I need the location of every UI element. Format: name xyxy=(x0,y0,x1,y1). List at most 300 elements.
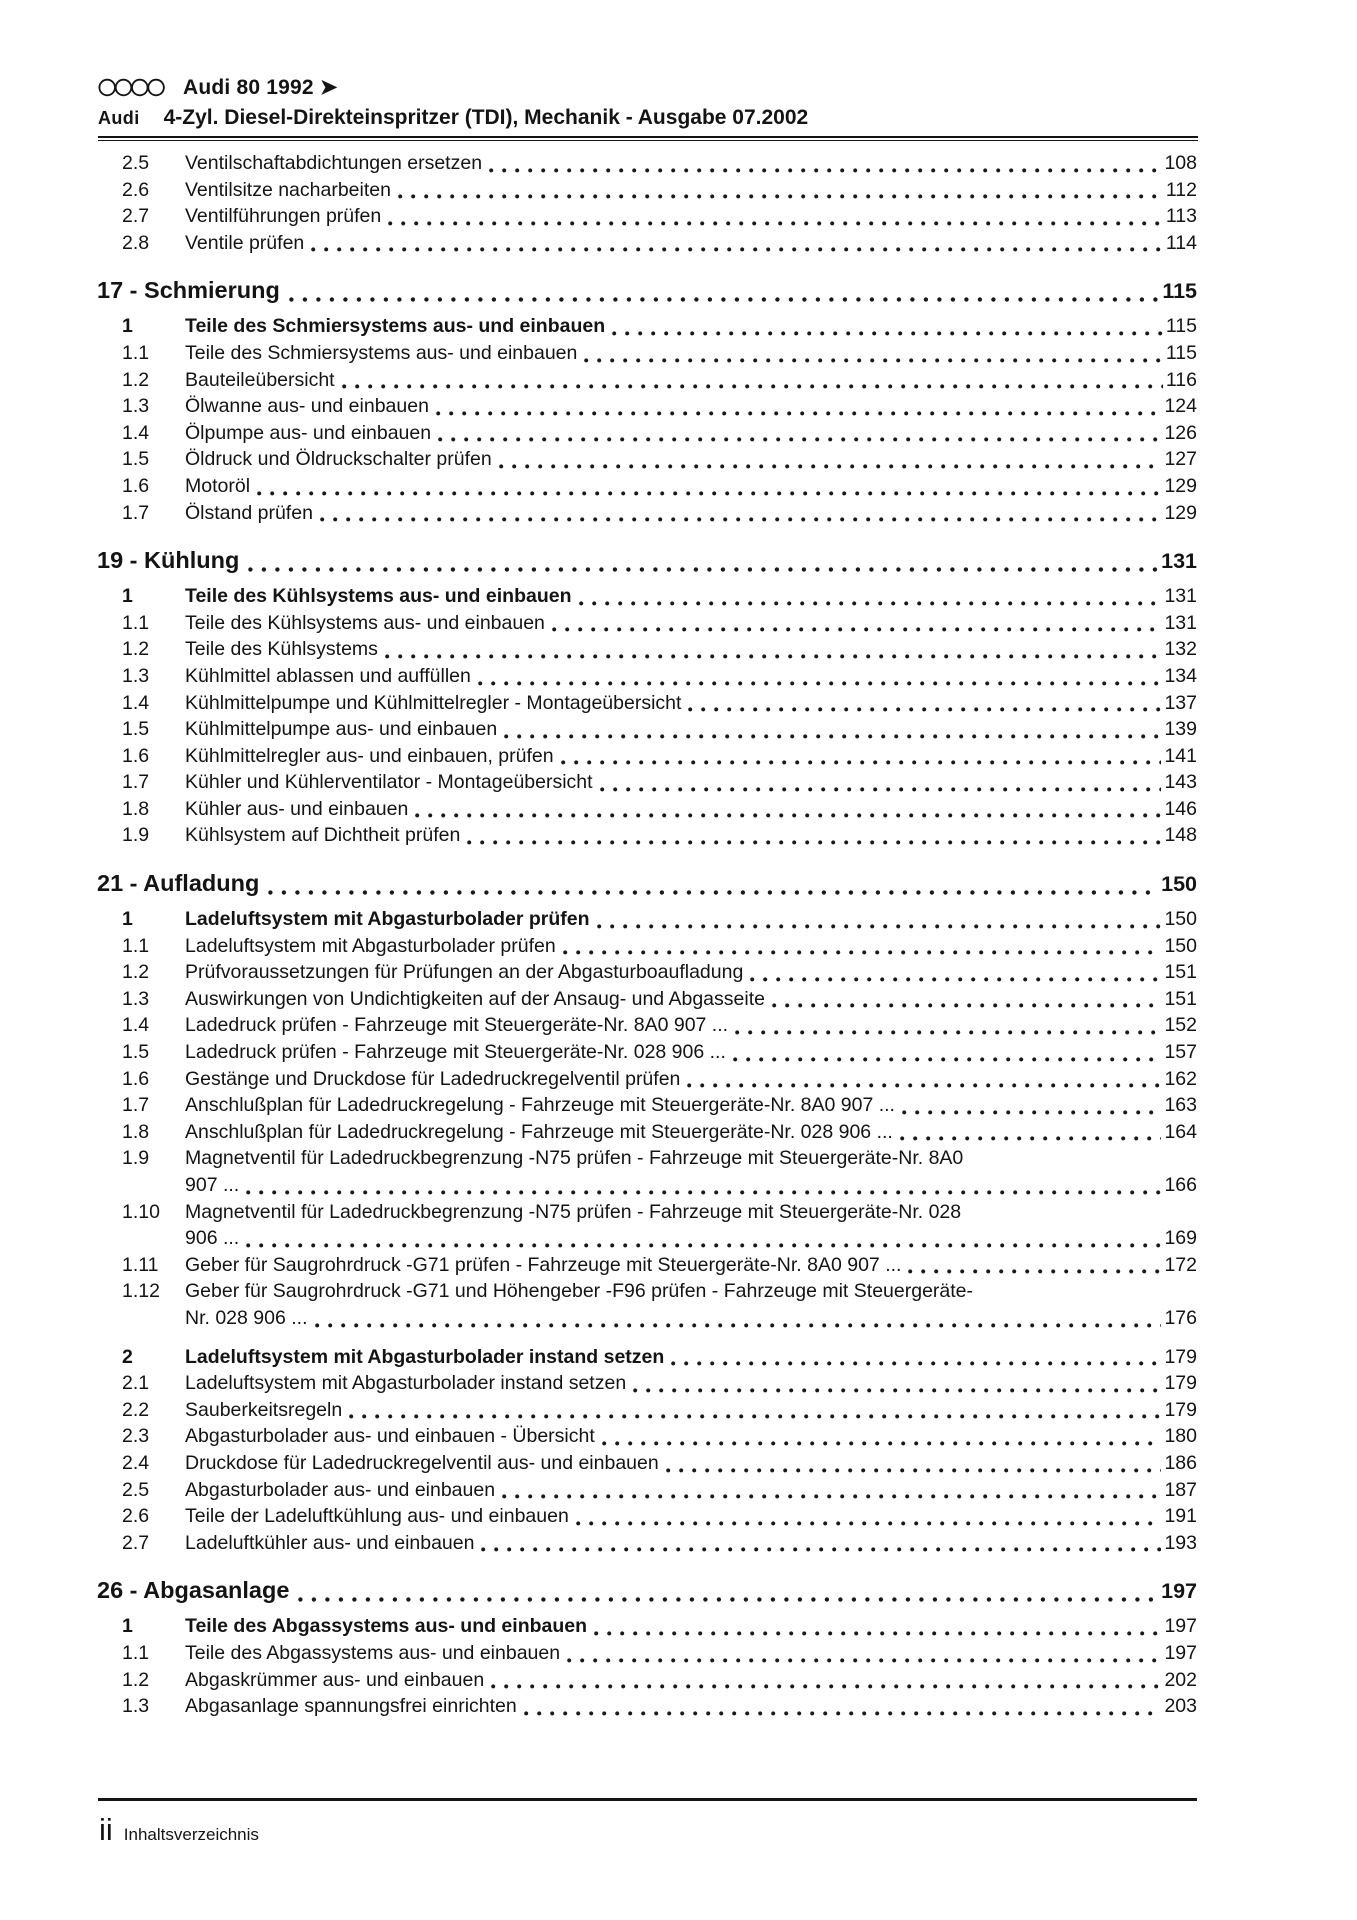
dot-leader xyxy=(320,517,1162,522)
toc-entry xyxy=(122,769,1197,796)
toc-entry xyxy=(122,473,1197,500)
toc-entry-line xyxy=(122,716,1197,743)
toc-entry-line xyxy=(122,1667,1197,1694)
entry-title: Ladedruck prüfen - Fahrzeuge mit Steuergeräte-Nr. 028 906 ... xyxy=(185,1041,726,1064)
section-heading-title: 17 - Schmierung xyxy=(97,277,280,304)
dot-leader xyxy=(666,1468,1162,1473)
toc-entry xyxy=(122,1199,1197,1252)
entry-number: 1.12 xyxy=(122,1280,160,1303)
entry-page-number: 187 xyxy=(1164,1478,1197,1501)
dot-leader xyxy=(388,221,1163,226)
toc-entry xyxy=(122,1344,1197,1371)
toc-entry-line xyxy=(122,1693,1197,1720)
dot-leader xyxy=(398,194,1163,199)
entry-title: Öldruck und Öldruckschalter prüfen xyxy=(185,448,492,471)
toc-entry xyxy=(122,1370,1197,1397)
dot-leader xyxy=(602,1441,1162,1446)
entry-title: Kühlmittelpumpe und Kühlmittelregler - Montageübersicht xyxy=(185,691,682,714)
dot-leader xyxy=(298,1597,1158,1602)
header-model-text: Audi 80 1992 ➤ xyxy=(183,75,338,99)
entry-page-number: 134 xyxy=(1164,664,1197,687)
entry-number: 1.6 xyxy=(122,474,150,497)
dot-leader xyxy=(908,1269,1161,1274)
entry-number: 2.7 xyxy=(122,205,150,228)
entry-number: 1.2 xyxy=(122,368,150,391)
toc-entry-line xyxy=(122,150,1197,177)
toc-entry xyxy=(122,1012,1197,1039)
entry-page-number: 197 xyxy=(1164,1615,1197,1638)
dot-leader xyxy=(467,840,1161,845)
entry-title: Teile des Schmiersystems aus- und einbauen xyxy=(185,315,606,338)
toc-section-heading xyxy=(97,274,1197,307)
toc-entry-line xyxy=(122,1092,1197,1119)
entry-title: Ventilsitze nacharbeiten xyxy=(185,178,391,201)
section-heading-page-number: 115 xyxy=(1162,279,1197,304)
toc-section-heading xyxy=(97,1574,1197,1607)
entry-page-number: 132 xyxy=(1164,638,1197,661)
entry-title: Magnetventil für Ladedruckbegrenzung -N75 prüfen - Fahrzeuge mit Steuergeräte-Nr. 8A0 xyxy=(185,1147,964,1170)
entry-number: 1.5 xyxy=(122,718,150,741)
toc-entry-line xyxy=(122,1199,1197,1226)
toc-entry-line xyxy=(122,420,1197,447)
section-heading-title: 19 - Kühlung xyxy=(97,547,240,574)
toc-entry xyxy=(122,933,1197,960)
entry-title: Ventile prüfen xyxy=(185,231,305,254)
entry-number: 1.1 xyxy=(122,1641,150,1664)
dot-leader xyxy=(524,1711,1162,1716)
entry-title: Kühlsystem auf Dichtheit prüfen xyxy=(185,824,461,847)
entry-title: Ladeluftsystem mit Abgasturbolader instand setzen xyxy=(185,1372,627,1395)
toc-entry xyxy=(122,1640,1197,1667)
dot-leader xyxy=(597,924,1162,929)
entry-title: Kühler und Kühlerventilator - Montageübersicht xyxy=(185,771,593,794)
entry-title: Teile des Kühlsystems xyxy=(185,638,378,661)
entry-number: 1.3 xyxy=(122,987,150,1010)
entry-title: Prüfvoraussetzungen für Prüfungen an der Abgasturboaufladung xyxy=(185,961,744,984)
audi-wordmark: Audi xyxy=(98,108,140,128)
dot-leader xyxy=(438,437,1161,442)
toc-entry xyxy=(122,500,1197,527)
entry-title: Anschlußplan für Ladedruckregelung - Fahrzeuge mit Steuergeräte-Nr. 8A0 907 ... xyxy=(185,1094,895,1117)
entry-page-number: 150 xyxy=(1164,934,1197,957)
toc-entry-line xyxy=(122,1039,1197,1066)
toc-entry-line xyxy=(122,367,1197,394)
toc-entry xyxy=(122,636,1197,663)
entry-number: 2.5 xyxy=(122,1478,150,1501)
toc-entry xyxy=(122,1119,1197,1146)
entry-page-number: 197 xyxy=(1164,1641,1197,1664)
toc-entry-line xyxy=(122,1370,1197,1397)
entry-number: 1 xyxy=(122,315,133,338)
toc-entry xyxy=(122,340,1197,367)
toc-entry-line xyxy=(122,1640,1197,1667)
dot-leader xyxy=(579,601,1162,606)
dot-leader xyxy=(502,1494,1161,1499)
dot-leader xyxy=(499,464,1162,469)
entry-page-number: 131 xyxy=(1164,585,1197,608)
dot-leader xyxy=(315,1323,1162,1328)
entry-number: 1.1 xyxy=(122,611,150,634)
entry-page-number: 151 xyxy=(1164,987,1197,1010)
entry-number: 1.3 xyxy=(122,664,150,687)
entry-page-number: 116 xyxy=(1165,368,1197,391)
section-heading-page-number: 150 xyxy=(1161,872,1197,897)
dot-leader xyxy=(902,1110,1161,1115)
entry-number: 2.5 xyxy=(122,152,150,174)
toc-entry xyxy=(122,690,1197,717)
entry-title: Kühlmittelregler aus- und einbauen, prüfen xyxy=(185,744,554,767)
entry-number: 1.3 xyxy=(122,395,150,418)
dot-leader xyxy=(552,627,1162,632)
entry-number: 1.5 xyxy=(122,1041,150,1064)
entry-title: Teile des Abgassystems aus- und einbauen xyxy=(185,1615,588,1638)
dot-leader xyxy=(735,1030,1161,1035)
dot-leader xyxy=(248,567,1158,572)
toc-entry xyxy=(122,796,1197,823)
entry-title: Bauteileübersicht xyxy=(185,368,335,391)
entry-page-number: 124 xyxy=(1164,395,1197,418)
entry-number: 1.2 xyxy=(122,961,150,984)
entry-page-number: 137 xyxy=(1164,691,1197,714)
toc-entry xyxy=(122,1423,1197,1450)
toc-entry xyxy=(122,203,1197,230)
toc-entry xyxy=(122,583,1197,610)
entry-page-number: 148 xyxy=(1164,824,1197,847)
entry-number: 1.1 xyxy=(122,934,150,957)
entry-number: 1.7 xyxy=(122,501,150,524)
entry-title: Motoröl xyxy=(185,474,251,497)
entry-title: 907 ... xyxy=(185,1174,240,1196)
entry-number: 1.9 xyxy=(122,824,150,847)
toc-entry-line xyxy=(122,986,1197,1013)
toc-entry-line xyxy=(122,1530,1197,1557)
entry-page-number: 203 xyxy=(1164,1695,1197,1718)
entry-page-number: 143 xyxy=(1164,771,1197,794)
entry-title: Ventilführungen prüfen xyxy=(185,205,382,228)
entry-page-number: 115 xyxy=(1165,315,1197,338)
entry-number: 2.6 xyxy=(122,1505,150,1528)
toc-entry xyxy=(122,1145,1197,1198)
toc-section xyxy=(122,150,1197,256)
dot-leader xyxy=(688,707,1161,712)
dot-leader xyxy=(561,760,1162,765)
toc-entry-line xyxy=(122,1145,1197,1172)
toc-entry-line xyxy=(122,393,1197,420)
toc-entry-line xyxy=(122,583,1197,610)
entry-title: Kühlmittelpumpe aus- und einbauen xyxy=(185,718,498,741)
toc-entry xyxy=(122,177,1197,204)
dot-leader xyxy=(385,654,1162,659)
entry-title: Teile des Schmiersystems aus- und einbauen xyxy=(185,341,578,364)
toc-entry xyxy=(122,393,1197,420)
table-of-contents xyxy=(0,150,1357,1720)
entry-page-number: 186 xyxy=(1164,1451,1197,1474)
header-title-line xyxy=(98,106,1198,130)
toc-entry-line xyxy=(122,1119,1197,1146)
header-rule xyxy=(98,136,1198,141)
entry-number: 1.10 xyxy=(122,1200,160,1223)
toc-entry-line xyxy=(122,1225,1197,1252)
dot-leader xyxy=(436,411,1162,416)
entry-page-number: 179 xyxy=(1164,1372,1197,1395)
dot-leader xyxy=(733,1057,1162,1062)
entry-title: Druckdose für Ladedruckregelventil aus- und einbauen xyxy=(185,1451,659,1474)
toc-entry xyxy=(122,420,1197,447)
toc-entry-line xyxy=(122,906,1197,933)
dot-leader xyxy=(415,813,1161,818)
dot-leader xyxy=(612,331,1163,336)
entry-title: Geber für Saugrohrdruck -G71 und Höhengeber -F96 prüfen - Fahrzeuge mit Steuergeräte- xyxy=(185,1280,974,1303)
toc-entry-line xyxy=(122,1278,1197,1305)
toc-entry-line xyxy=(122,1423,1197,1450)
toc-entry-line xyxy=(122,473,1197,500)
dot-leader xyxy=(289,297,1159,302)
entry-page-number: 193 xyxy=(1164,1531,1197,1554)
section-heading-page-number: 131 xyxy=(1161,549,1197,574)
entry-title: Ladeluftsystem mit Abgasturbolader instand setzen xyxy=(185,1345,665,1368)
toc-entry-line xyxy=(122,959,1197,986)
toc-entry-line xyxy=(122,1344,1197,1371)
dot-leader xyxy=(504,734,1161,739)
entry-number: 1.6 xyxy=(122,744,150,767)
entry-page-number: 172 xyxy=(1164,1253,1197,1276)
dot-leader xyxy=(594,1631,1161,1636)
dot-leader xyxy=(489,168,1161,173)
dot-leader xyxy=(567,1658,1161,1663)
entry-page-number: 180 xyxy=(1164,1425,1197,1448)
toc-entry xyxy=(122,1693,1197,1720)
entry-title: Abgaskrümmer aus- und einbauen xyxy=(185,1668,485,1691)
toc-entry xyxy=(122,716,1197,743)
dot-leader xyxy=(311,247,1163,252)
entry-title: Teile des Kühlsystems aus- und einbauen xyxy=(185,585,572,608)
entry-number: 2.1 xyxy=(122,1372,150,1395)
entry-page-number: 151 xyxy=(1164,961,1197,984)
entry-title: Gestänge und Druckdose für Ladedruckregelventil prüfen xyxy=(185,1067,681,1090)
entry-number: 1.8 xyxy=(122,1120,150,1143)
toc-entry xyxy=(122,743,1197,770)
entry-page-number: 108 xyxy=(1164,152,1197,174)
entry-page-number: 152 xyxy=(1164,1014,1197,1037)
toc-entry xyxy=(122,1667,1197,1694)
toc-entry xyxy=(122,1039,1197,1066)
entry-title: Ladeluftkühler aus- und einbauen xyxy=(185,1531,475,1554)
toc-entry-line xyxy=(122,1012,1197,1039)
entry-title: Teile des Kühlsystems aus- und einbauen xyxy=(185,611,545,634)
dot-leader xyxy=(687,1083,1161,1088)
entry-number: 1.6 xyxy=(122,1067,150,1090)
toc-entry-line xyxy=(122,500,1197,527)
entry-page-number: 176 xyxy=(1164,1306,1197,1329)
toc-entry-line xyxy=(122,610,1197,637)
entry-number: 1.4 xyxy=(122,421,150,444)
toc-entry-line xyxy=(122,1450,1197,1477)
toc-entry xyxy=(122,1092,1197,1119)
dot-leader xyxy=(750,977,1161,982)
entry-number: 2 xyxy=(122,1345,133,1368)
toc-entry xyxy=(122,822,1197,849)
entry-number: 2.8 xyxy=(122,231,150,254)
entry-page-number: 191 xyxy=(1164,1505,1197,1528)
entry-title: Ventilschaftabdichtungen ersetzen xyxy=(185,152,483,174)
entry-number: 1.3 xyxy=(122,1695,150,1718)
entry-title: Teile des Abgassystems aus- und einbauen xyxy=(185,1641,561,1664)
entry-number: 1.4 xyxy=(122,1014,150,1037)
entry-page-number: 139 xyxy=(1164,718,1197,741)
entry-page-number: 112 xyxy=(1165,178,1197,201)
entry-title: Sauberkeitsregeln xyxy=(185,1398,343,1421)
toc-entry-line xyxy=(122,796,1197,823)
toc-section xyxy=(97,867,1197,1556)
entry-title: Ölwanne aus- und einbauen xyxy=(185,395,429,418)
entry-page-number: 162 xyxy=(1164,1067,1197,1090)
entry-number: 1.2 xyxy=(122,1668,150,1691)
toc-entry xyxy=(122,986,1197,1013)
dot-leader xyxy=(481,1547,1161,1552)
dot-leader xyxy=(342,384,1163,389)
entry-page-number: 141 xyxy=(1164,744,1197,767)
entry-title: Auswirkungen von Undichtigkeiten auf der Ansaug- und Abgasseite xyxy=(185,987,765,1010)
entry-page-number: 163 xyxy=(1164,1094,1197,1117)
footer-rule xyxy=(98,1798,1197,1801)
entry-number: 2.6 xyxy=(122,178,150,201)
toc-entry-line xyxy=(122,663,1197,690)
entry-page-number: 131 xyxy=(1164,611,1197,634)
toc-entry-line xyxy=(122,1477,1197,1504)
entry-page-number: 146 xyxy=(1164,797,1197,820)
toc-entry-line xyxy=(122,769,1197,796)
entry-title: 906 ... xyxy=(185,1227,240,1250)
toc-entry xyxy=(122,1477,1197,1504)
entry-page-number: 115 xyxy=(1165,341,1197,364)
entry-number: 2.2 xyxy=(122,1398,150,1421)
entry-page-number: 179 xyxy=(1164,1345,1197,1368)
toc-entry-line xyxy=(122,822,1197,849)
dot-leader xyxy=(246,1190,1161,1195)
toc-section xyxy=(97,544,1197,849)
toc-entry xyxy=(122,313,1197,340)
toc-entry-line xyxy=(122,446,1197,473)
entry-number: 2.4 xyxy=(122,1451,150,1474)
entry-number: 1 xyxy=(122,1615,133,1638)
dot-leader xyxy=(772,1003,1161,1008)
toc-entry xyxy=(122,1613,1197,1640)
entry-page-number: 114 xyxy=(1165,231,1197,254)
entry-number: 1.1 xyxy=(122,341,150,364)
toc-entry-line xyxy=(122,1172,1197,1199)
page-header xyxy=(98,74,1198,141)
toc-entry-line xyxy=(122,690,1197,717)
toc-entry xyxy=(122,959,1197,986)
dot-leader xyxy=(257,491,1161,496)
entry-number: 2.7 xyxy=(122,1531,150,1554)
toc-entry xyxy=(122,1530,1197,1557)
dot-leader xyxy=(478,681,1162,686)
audi-rings-logo xyxy=(98,76,166,99)
toc-entry-line xyxy=(122,636,1197,663)
toc-entry xyxy=(122,1066,1197,1093)
entry-number: 1.8 xyxy=(122,797,150,820)
toc-entry xyxy=(122,367,1197,394)
footer-page-number: ii xyxy=(99,1812,113,1847)
dot-leader xyxy=(584,358,1163,363)
entry-number: 1.2 xyxy=(122,638,150,661)
toc-entry-line xyxy=(122,933,1197,960)
entry-number: 1.7 xyxy=(122,771,150,794)
toc-section-heading xyxy=(97,867,1197,900)
entry-page-number: 157 xyxy=(1164,1041,1197,1064)
toc-entry xyxy=(122,446,1197,473)
entry-title: Magnetventil für Ladedruckbegrenzung -N75 prüfen - Fahrzeuge mit Steuergeräte-Nr. 028 xyxy=(185,1200,962,1223)
entry-number: 1.7 xyxy=(122,1094,150,1117)
entry-page-number: 126 xyxy=(1164,421,1197,444)
toc-entry-line xyxy=(122,1305,1197,1332)
toc-entry xyxy=(122,610,1197,637)
toc-entry-line xyxy=(122,1613,1197,1640)
dot-leader xyxy=(900,1136,1162,1141)
toc-entry-line xyxy=(122,1503,1197,1530)
toc-entry xyxy=(122,1278,1197,1331)
toc-entry xyxy=(122,906,1197,933)
entry-page-number: 129 xyxy=(1164,501,1197,524)
entry-number: 2.3 xyxy=(122,1425,150,1448)
toc-entry-line xyxy=(122,177,1197,204)
entry-page-number: 150 xyxy=(1164,908,1197,931)
entry-page-number: 127 xyxy=(1164,448,1197,471)
footer-label: Inhaltsverzeichnis xyxy=(123,1825,259,1844)
entry-number: 1.11 xyxy=(122,1253,159,1276)
toc-entry xyxy=(122,663,1197,690)
toc-entry xyxy=(122,1450,1197,1477)
header-model-line xyxy=(98,74,1198,100)
entry-page-number: 166 xyxy=(1164,1174,1197,1196)
toc-entry-line xyxy=(122,743,1197,770)
dot-leader xyxy=(246,1243,1161,1248)
toc-section-heading xyxy=(97,544,1197,577)
entry-title: Kühler aus- und einbauen xyxy=(185,797,409,820)
dot-leader xyxy=(633,1388,1161,1393)
entry-title: Ladedruck prüfen - Fahrzeuge mit Steuergeräte-Nr. 8A0 907 ... xyxy=(185,1014,729,1037)
dot-leader xyxy=(600,787,1162,792)
toc-entry-line xyxy=(122,1066,1197,1093)
entry-number: 1 xyxy=(122,908,133,931)
entry-page-number: 202 xyxy=(1164,1668,1197,1691)
dot-leader xyxy=(268,890,1158,895)
toc-entry-line xyxy=(122,1397,1197,1424)
entry-title: Ölpumpe aus- und einbauen xyxy=(185,421,432,444)
toc-entry xyxy=(122,1397,1197,1424)
section-heading-title: 21 - Aufladung xyxy=(97,870,260,897)
dot-leader xyxy=(349,1414,1161,1419)
footer-text xyxy=(99,1812,259,1848)
dot-leader xyxy=(576,1521,1162,1526)
entry-page-number: 169 xyxy=(1164,1227,1197,1250)
toc-entry xyxy=(122,230,1197,257)
dot-leader xyxy=(671,1361,1161,1366)
toc-entry-line xyxy=(122,313,1197,340)
entry-number: 1.4 xyxy=(122,691,150,714)
entry-title: Geber für Saugrohrdruck -G71 prüfen - Fahrzeuge mit Steuergeräte-Nr. 8A0 907 ... xyxy=(185,1253,902,1276)
entry-number: 1.5 xyxy=(122,448,150,471)
toc-entry-line xyxy=(122,203,1197,230)
toc-entry-line xyxy=(122,340,1197,367)
entry-number: 1.9 xyxy=(122,1147,150,1170)
entry-page-number: 129 xyxy=(1164,474,1197,497)
toc-entry-line xyxy=(122,230,1197,257)
toc-entry xyxy=(122,150,1197,177)
entry-page-number: 113 xyxy=(1165,205,1197,228)
dot-leader xyxy=(491,1684,1161,1689)
